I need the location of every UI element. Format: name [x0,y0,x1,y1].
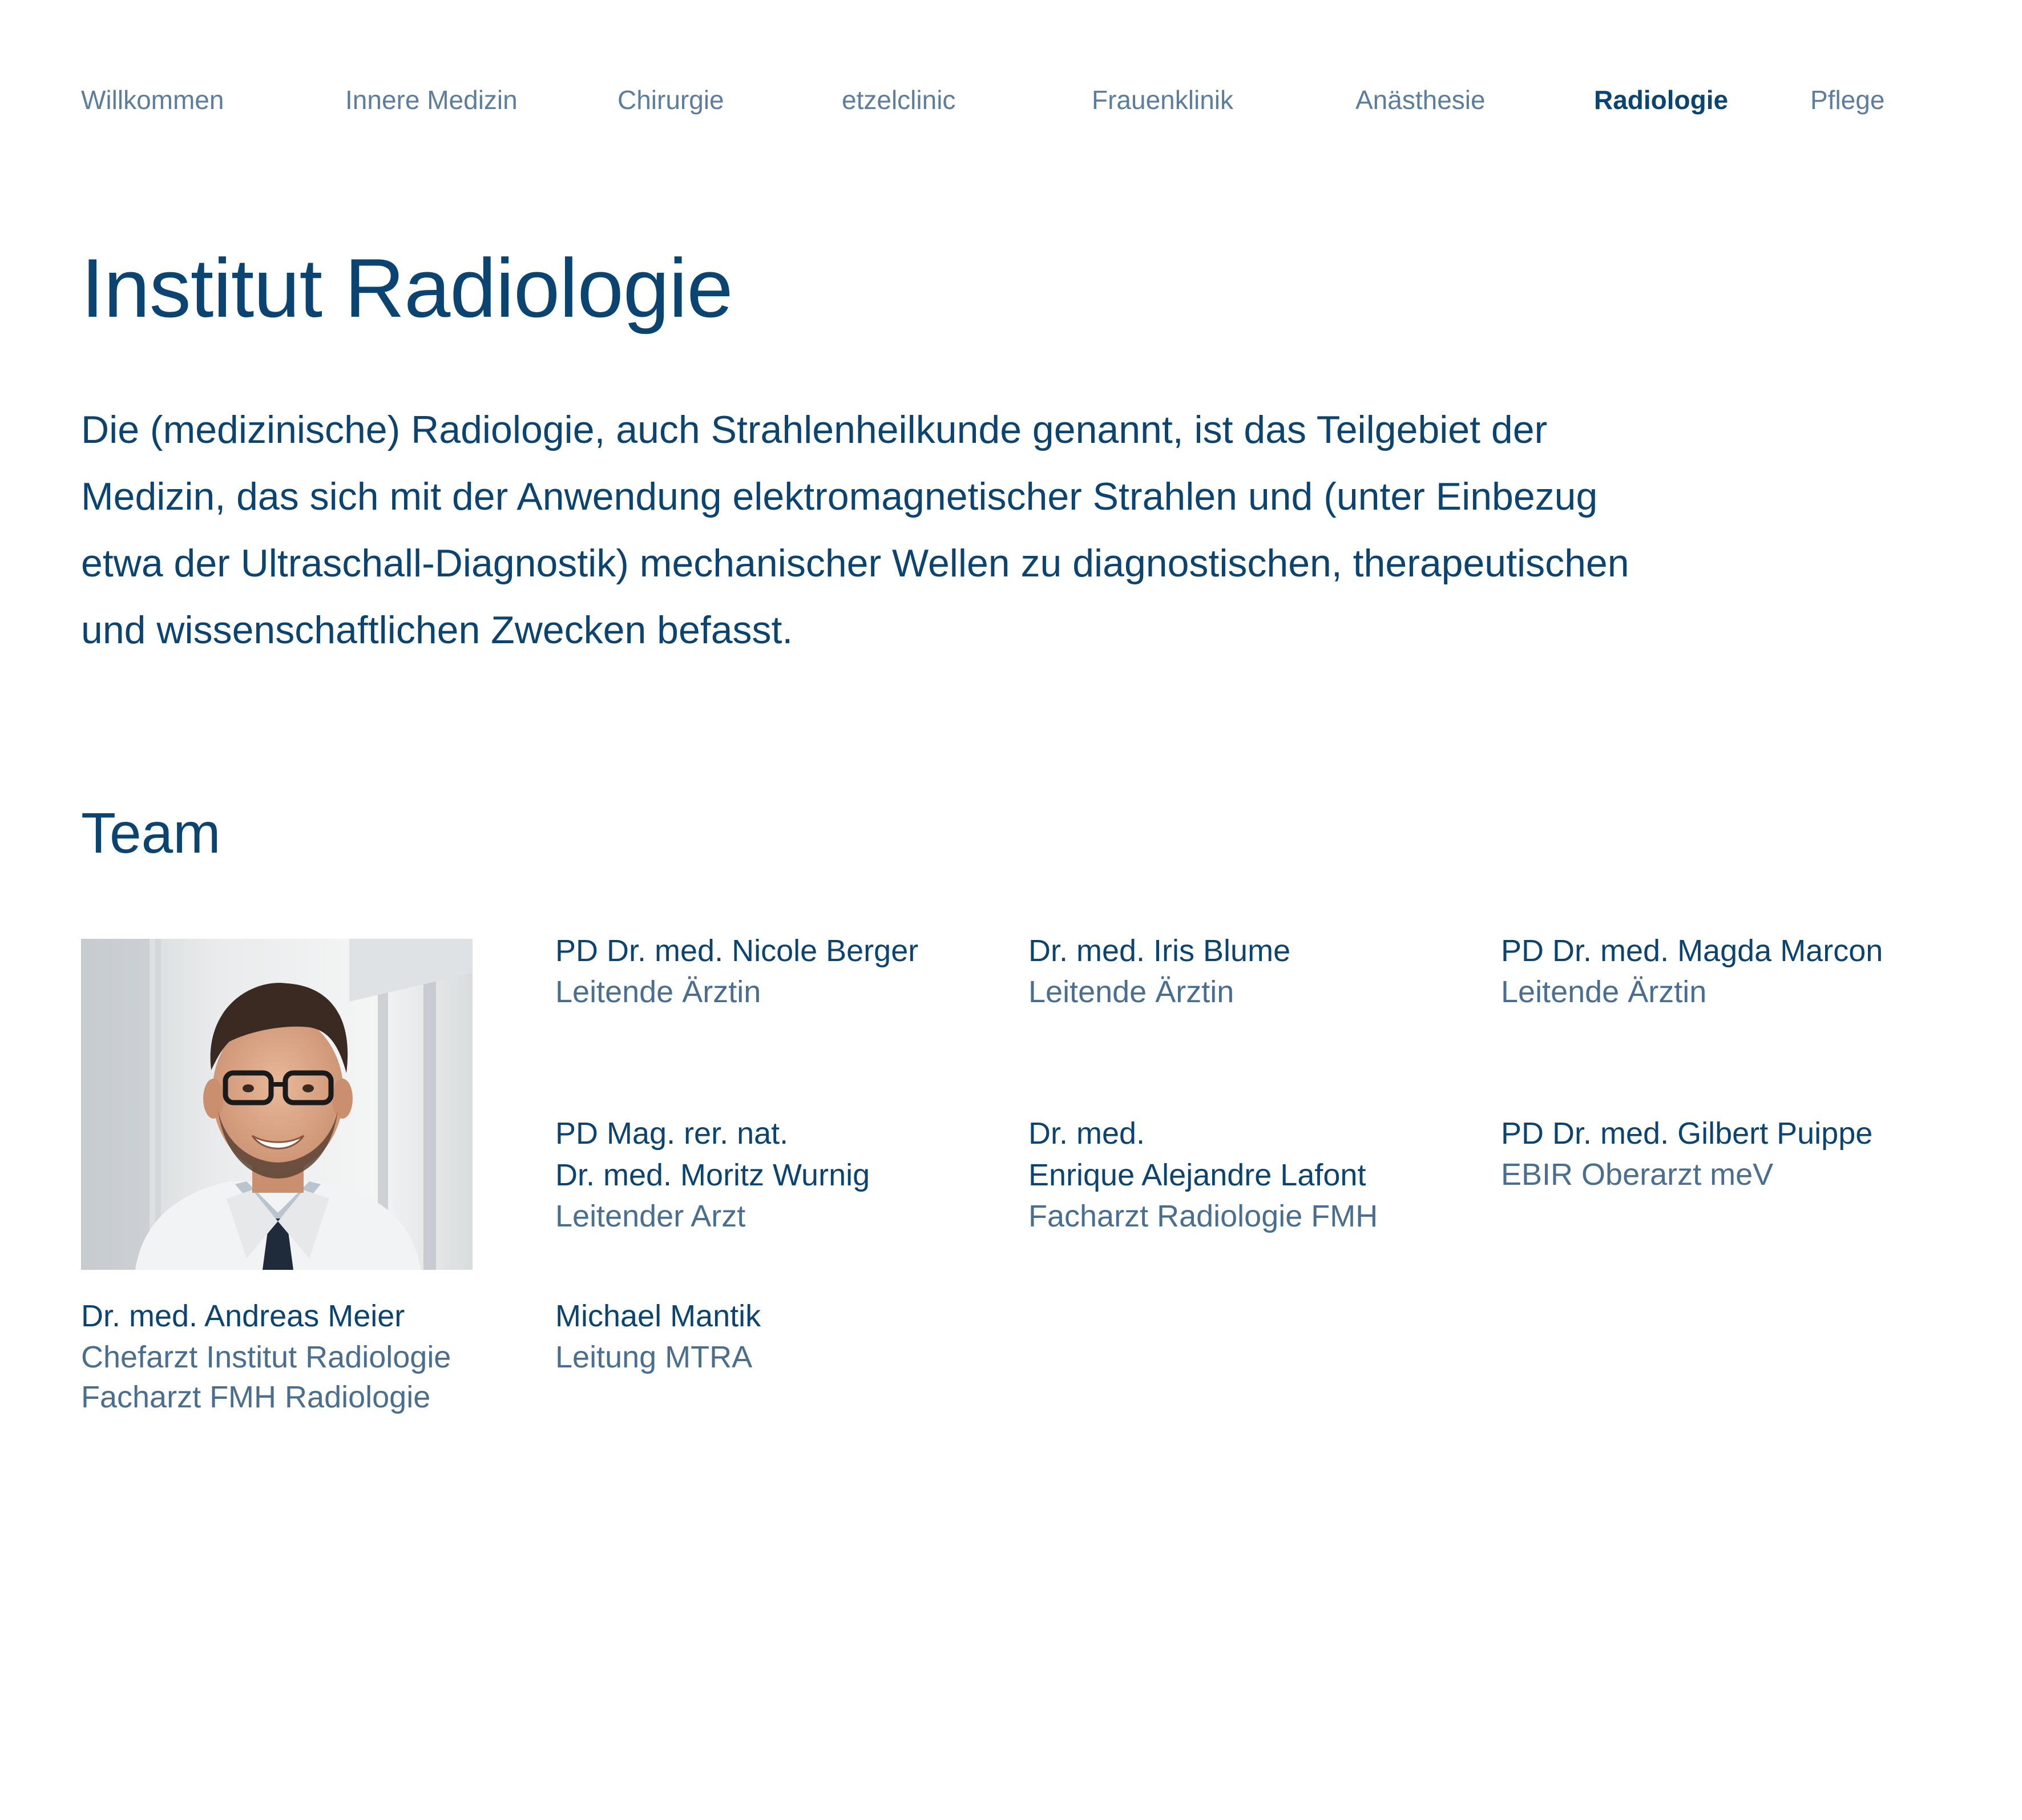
member-role-line1: Chefarzt Institut Radiologie [81,1340,451,1374]
member-name[interactable]: PD Dr. med. Magda Marcon [1501,934,1883,968]
member-role: Leitende Ärztin [1501,975,1707,1009]
nav-item-frauenklinik[interactable]: Frauenklinik [1092,85,1233,115]
nav-item-chirurgie[interactable]: Chirurgie [618,85,724,115]
member-name-line1[interactable]: PD Mag. rer. nat. [555,1116,789,1151]
member-name[interactable]: Dr. med. Andreas Meier [81,1299,405,1333]
member-role: Leitung MTRA [555,1340,753,1374]
member-name-line1[interactable]: Dr. med. [1028,1116,1145,1151]
member-role: EBIR Oberarzt meV [1501,1157,1774,1192]
member-role: Leitende Ärztin [1028,975,1234,1009]
intro-paragraph: Die (medizinische) Radiologie, auch Strahlenheilkunde genannt, ist das Teilgebiet der Medizin, das sich mit der Anwendung elektromagnetischer Strahlen und (unter Einbezug etwa der Ultraschall-Diagnostik) mechanischer Wellen zu diagnostischen, therapeutischen und wissenschaftlichen Zwecken befasst. [81,408,1629,652]
nav-item-radiologie[interactable]: Radiologie [1594,85,1729,115]
team-member-lafont [1028,1113,1378,1236]
member-name-line2[interactable]: Dr. med. Moritz Wurnig [555,1158,870,1192]
member-role: Facharzt Radiologie FMH [1028,1199,1378,1233]
nav-item-pflege[interactable]: Pflege [1810,85,1885,115]
team-member-photo[interactable] [81,939,473,1270]
nav-item-etzelclinic[interactable]: etzelclinic [842,85,956,115]
member-name-line2[interactable]: Enrique Alejandre Lafont [1028,1158,1366,1192]
team-member-puippe [1501,1113,1872,1194]
member-role: Leitende Ärztin [555,975,761,1009]
nav-item-innere-medizin[interactable]: Innere Medizin [345,85,518,115]
nav-item-anaesthesie[interactable]: Anästhesie [1355,85,1486,115]
member-name[interactable]: PD Dr. med. Nicole Berger [555,934,919,968]
team-member-wurnig [555,1113,870,1236]
team-member-mantik [555,1296,761,1377]
member-role: Leitender Arzt [555,1199,746,1233]
member-name[interactable]: Dr. med. Iris Blume [1028,934,1291,968]
team-member-berger [555,930,918,1012]
team-member-marcon [1501,930,1883,1012]
team-member-meier [81,1296,451,1417]
member-role-line2: Facharzt FMH Radiologie [81,1380,431,1414]
member-name[interactable]: PD Dr. med. Gilbert Puippe [1501,1116,1873,1151]
member-name[interactable]: Michael Mantik [555,1299,761,1333]
page-title: Institut Radiologie [81,241,733,334]
main-navigation [0,74,2022,126]
nav-item-willkommen[interactable]: Willkommen [81,85,224,115]
team-heading: Team [81,801,221,865]
team-member-blume [1028,930,1290,1012]
